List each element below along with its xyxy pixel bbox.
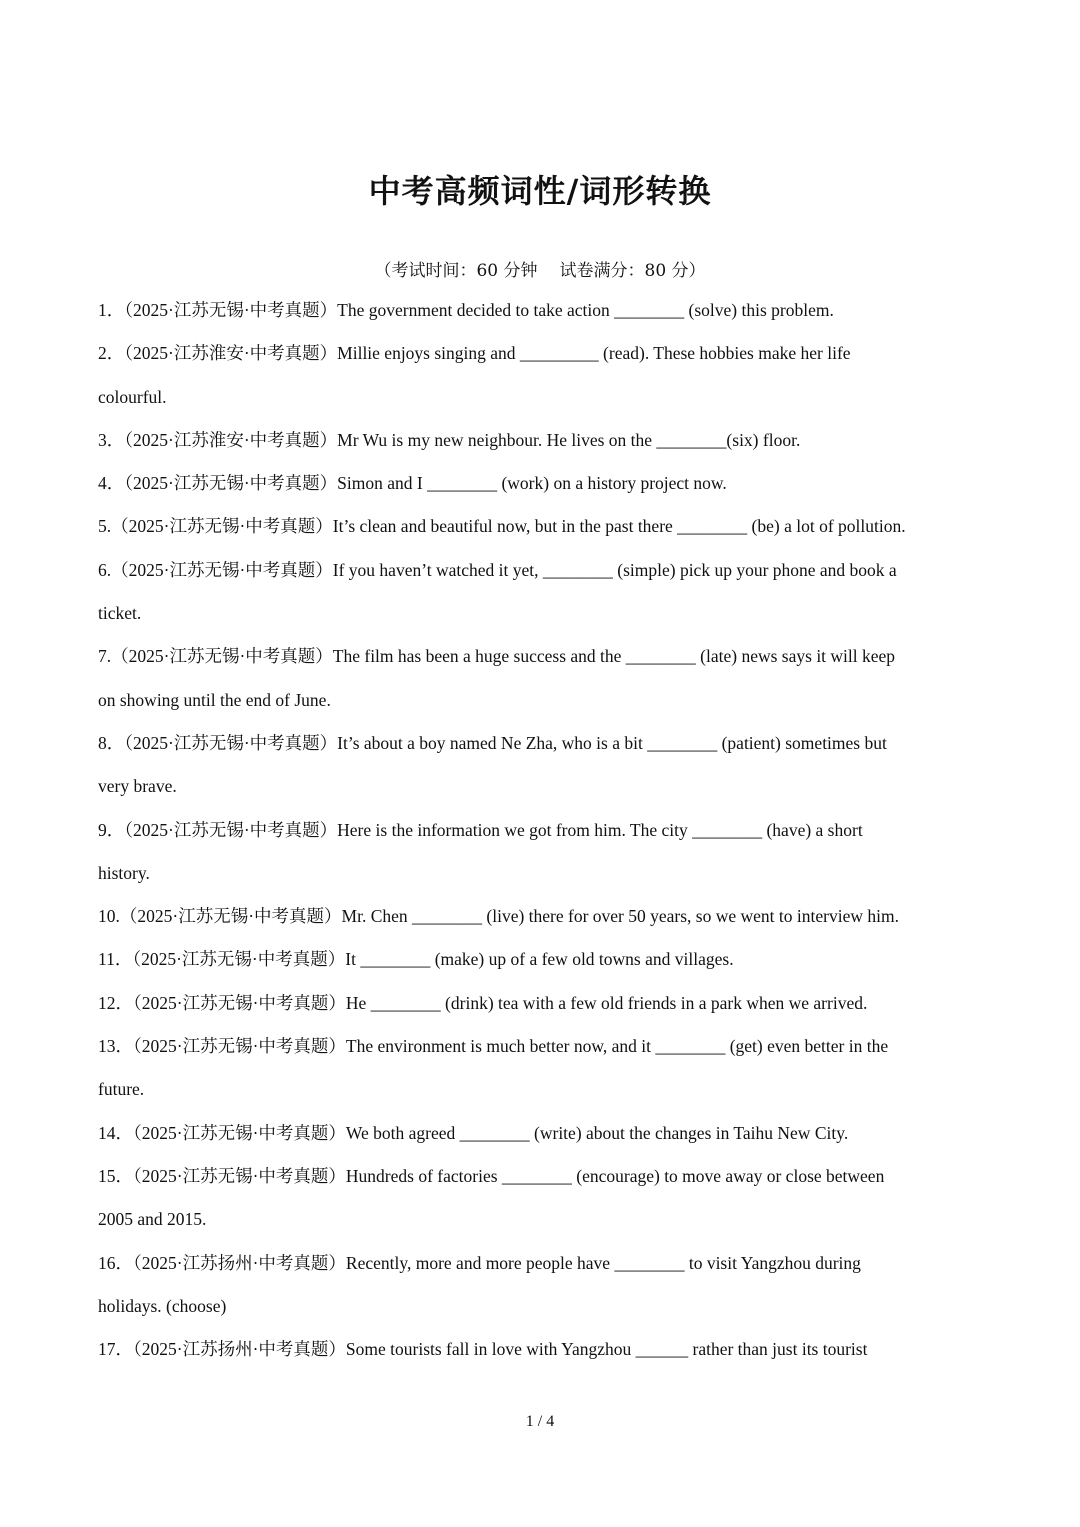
question-2 xyxy=(98,332,984,419)
question-1 xyxy=(98,289,984,332)
question-line: 12．（2025·江苏无锡·中考真题）He ________ (drink) tea with a few old friends in a park when we arrived. xyxy=(98,992,868,1013)
question-list xyxy=(98,289,984,1371)
question-8 xyxy=(98,722,984,809)
question-line: history. xyxy=(98,862,150,883)
question-line: 9．（2025·江苏无锡·中考真题）Here is the information we got from him. The city ________ (have) a short xyxy=(98,819,863,840)
question-line: 13．（2025·江苏无锡·中考真题）The environment is much better now, and it ________ (get) even better in the xyxy=(98,1036,889,1057)
question-line: 16．（2025·江苏扬州·中考真题）Recently, more and more people have ________ to visit Yangzhou during xyxy=(98,1252,861,1273)
question-line: very brave. xyxy=(98,776,177,797)
question-line: 17．（2025·江苏扬州·中考真题）Some tourists fall in love with Yangzhou ______ rather than just its tourist xyxy=(98,1339,868,1360)
page-number: 1 / 4 xyxy=(525,1413,555,1430)
question-6 xyxy=(98,549,984,636)
question-12 xyxy=(98,982,984,1025)
question-line: 7.（2025·江苏无锡·中考真题）The film has been a huge success and the ________ (late) news says it will keep xyxy=(98,646,896,667)
question-line: ticket. xyxy=(98,603,142,624)
question-line: 3．（2025·江苏淮安·中考真题）Mr Wu is my new neighbour. He lives on the ________(six) floor. xyxy=(98,429,801,450)
exam-info xyxy=(0,256,1080,281)
question-line: holidays. (choose) xyxy=(98,1295,227,1316)
question-line: 10.（2025·江苏无锡·中考真题）Mr. Chen ________ (live) there for over 50 years, so we went to interview him. xyxy=(98,906,899,927)
question-7 xyxy=(98,635,984,722)
question-line: 14．（2025·江苏无锡·中考真题）We both agreed ________ (write) about the changes in Taihu New City. xyxy=(98,1122,849,1143)
question-line: 4．（2025·江苏无锡·中考真题）Simon and I ________ (work) on a history project now. xyxy=(98,473,727,494)
question-line: 2．（2025·江苏淮安·中考真题）Millie enjoys singing and _________ (read). These hobbies make her life xyxy=(98,343,851,364)
question-4 xyxy=(98,462,984,505)
question-line: 6.（2025·江苏无锡·中考真题）If you haven’t watched it yet, ________ (simple) pick up your phone and book a xyxy=(98,559,897,580)
page-title: 中考高频词性/词形转换 xyxy=(368,172,712,210)
question-13 xyxy=(98,1025,984,1112)
question-16 xyxy=(98,1242,984,1329)
question-line: colourful. xyxy=(98,386,167,407)
question-line: 1．（2025·江苏无锡·中考真题）The government decided to take action ________ (solve) this problem. xyxy=(98,300,834,320)
question-line: 15．（2025·江苏无锡·中考真题）Hundreds of factories ________ (encourage) to move away or close between xyxy=(98,1165,885,1186)
question-line: 8．（2025·江苏无锡·中考真题）It’s about a boy named Ne Zha, who is a bit ________ (patient) sometimes but xyxy=(98,732,887,753)
question-9 xyxy=(98,809,984,896)
question-14 xyxy=(98,1112,984,1155)
question-line: 11．（2025·江苏无锡·中考真题）It ________ (make) up of a few old towns and villages. xyxy=(98,949,734,970)
question-17 xyxy=(98,1328,984,1371)
exam-score: 试卷满分：80 分） xyxy=(559,261,706,281)
question-11 xyxy=(98,938,984,981)
question-3 xyxy=(98,419,984,462)
question-line: 2005 and 2015. xyxy=(98,1209,207,1230)
question-line: 5.（2025·江苏无锡·中考真题）It’s clean and beautiful now, but in the past there ________ (be) a lot of pollution. xyxy=(98,516,906,537)
question-line: future. xyxy=(98,1079,145,1100)
question-5 xyxy=(98,505,984,548)
question-line: on showing until the end of June. xyxy=(98,689,331,710)
question-15 xyxy=(98,1155,984,1242)
question-10 xyxy=(98,895,984,938)
exam-time: （考试时间：60 分钟 xyxy=(374,261,538,281)
